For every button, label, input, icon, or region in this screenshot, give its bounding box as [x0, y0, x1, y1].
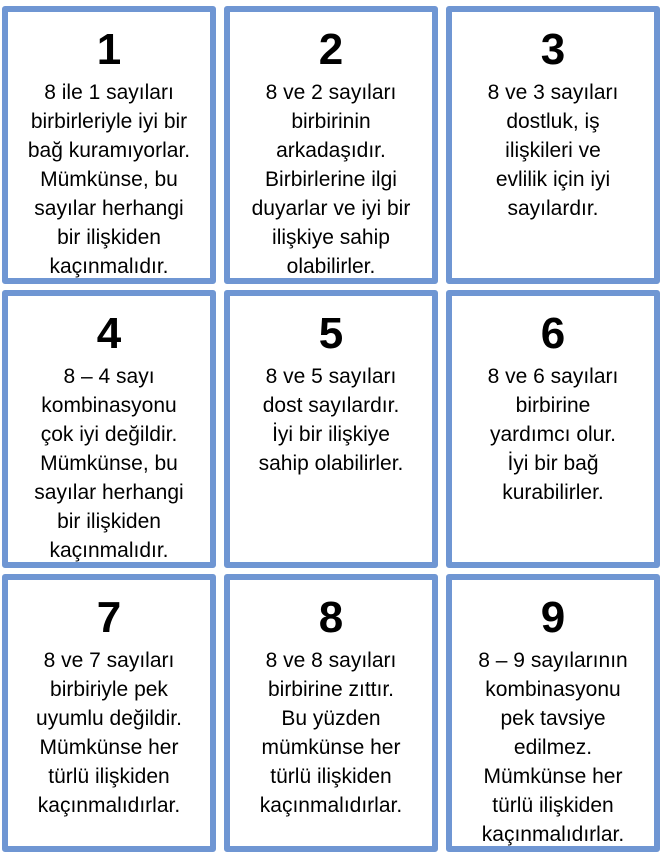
- card-text-line: edilmez.: [513, 736, 593, 759]
- card-text-line: bir ilişkiden: [57, 226, 161, 249]
- card-number: 5: [318, 309, 344, 358]
- card-text-line: 8 ve 2 sayıları: [265, 81, 397, 104]
- card-number: 6: [540, 309, 566, 358]
- card-text-line: Mümkünse her: [483, 765, 623, 788]
- card-description: [452, 362, 654, 507]
- card-text-line: uyumlu değildir.: [36, 707, 182, 730]
- card-text-line: kaçınmalıdır.: [49, 539, 169, 562]
- card-number-2: [224, 6, 438, 284]
- card-text-line: bağ kuramıyorlar.: [27, 139, 191, 162]
- card-text-line: dost sayılardır.: [262, 394, 400, 417]
- card-text-line: Mümkünse, bu: [40, 168, 178, 191]
- card-text-line: Bu yüzden: [281, 707, 381, 730]
- card-text-line: sahip olabilirler.: [258, 452, 404, 475]
- card-description: [8, 78, 210, 281]
- card-text-line: kaçınmalıdırlar.: [259, 794, 403, 817]
- card-number: 9: [540, 593, 566, 642]
- card-text-line: kaçınmalıdır.: [49, 255, 169, 278]
- card-text-line: ilişkileri ve: [505, 139, 601, 162]
- card-number-3: [446, 6, 660, 284]
- card-text-line: 8 ve 3 sayıları: [487, 81, 619, 104]
- card-text-line: sayılar herhangi: [34, 481, 184, 504]
- card-number-8: [224, 574, 438, 852]
- card-text-line: arkadaşıdır.: [276, 139, 386, 162]
- card-text-line: Mümkünse her: [39, 736, 179, 759]
- card-number: 1: [96, 25, 122, 74]
- card-number: 2: [318, 25, 344, 74]
- card-number-1: [2, 6, 216, 284]
- card-text-line: kombinasyonu: [41, 394, 177, 417]
- card-description: [8, 362, 210, 565]
- card-text-line: çok iyi değildir.: [40, 423, 178, 446]
- card-text-line: birbirine zıttır.: [267, 678, 395, 701]
- card-text-line: mümkünse her: [261, 736, 401, 759]
- card-description: [230, 646, 432, 820]
- card-text-line: 8 ve 6 sayıları: [487, 365, 619, 388]
- card-number-9: [446, 574, 660, 852]
- card-text-line: sayılar herhangi: [34, 197, 184, 220]
- card-text-line: türlü ilişkiden: [48, 765, 170, 788]
- card-text-line: birbirine: [515, 394, 591, 417]
- card-number-5: [224, 290, 438, 568]
- card-text-line: 8 ve 5 sayıları: [265, 365, 397, 388]
- card-text-line: olabilirler.: [286, 255, 376, 278]
- card-text-line: kurabilirler.: [502, 481, 604, 504]
- card-number-7: [2, 574, 216, 852]
- card-text-line: birbirleriyle iyi bir: [30, 110, 188, 133]
- card-number: 7: [96, 593, 122, 642]
- card-description: [452, 78, 654, 223]
- card-number: 4: [96, 309, 122, 358]
- card-text-line: pek tavsiye: [500, 707, 606, 730]
- card-text-line: duyarlar ve iyi bir: [251, 197, 411, 220]
- card-text-line: sayılardır.: [507, 197, 599, 220]
- card-text-line: 8 – 9 sayılarının: [478, 649, 628, 672]
- card-text-line: birbirinin: [291, 110, 371, 133]
- card-description: [230, 362, 432, 478]
- card-text-line: ilişkiye sahip: [272, 226, 390, 249]
- card-text-line: kaçınmalıdırlar.: [481, 823, 625, 846]
- card-number: 3: [540, 25, 566, 74]
- card-text-line: kombinasyonu: [485, 678, 621, 701]
- card-text-line: bir ilişkiden: [57, 510, 161, 533]
- card-text-line: Mümkünse, bu: [40, 452, 178, 475]
- card-text-line: 8 ve 8 sayıları: [265, 649, 397, 672]
- card-text-line: İyi bir ilişkiye: [272, 423, 390, 446]
- card-text-line: evlilik için iyi: [495, 168, 611, 191]
- card-text-line: yardımcı olur.: [489, 423, 617, 446]
- card-text-line: türlü ilişkiden: [492, 794, 614, 817]
- card-text-line: 8 – 4 sayı: [63, 365, 155, 388]
- card-number-4: [2, 290, 216, 568]
- card-text-line: birbiriyle pek: [50, 678, 168, 701]
- card-text-line: 8 ile 1 sayıları: [44, 81, 174, 104]
- card-number: 8: [318, 593, 344, 642]
- card-text-line: türlü ilişkiden: [270, 765, 392, 788]
- card-text-line: İyi bir bağ: [507, 452, 599, 475]
- card-description: [452, 646, 654, 849]
- card-text-line: Birbirlerine ilgi: [265, 168, 397, 191]
- card-text-line: dostluk, iş: [506, 110, 600, 133]
- card-number-6: [446, 290, 660, 568]
- card-text-line: 8 ve 7 sayıları: [43, 649, 175, 672]
- card-text-line: kaçınmalıdırlar.: [37, 794, 181, 817]
- card-description: [8, 646, 210, 820]
- card-description: [230, 78, 432, 281]
